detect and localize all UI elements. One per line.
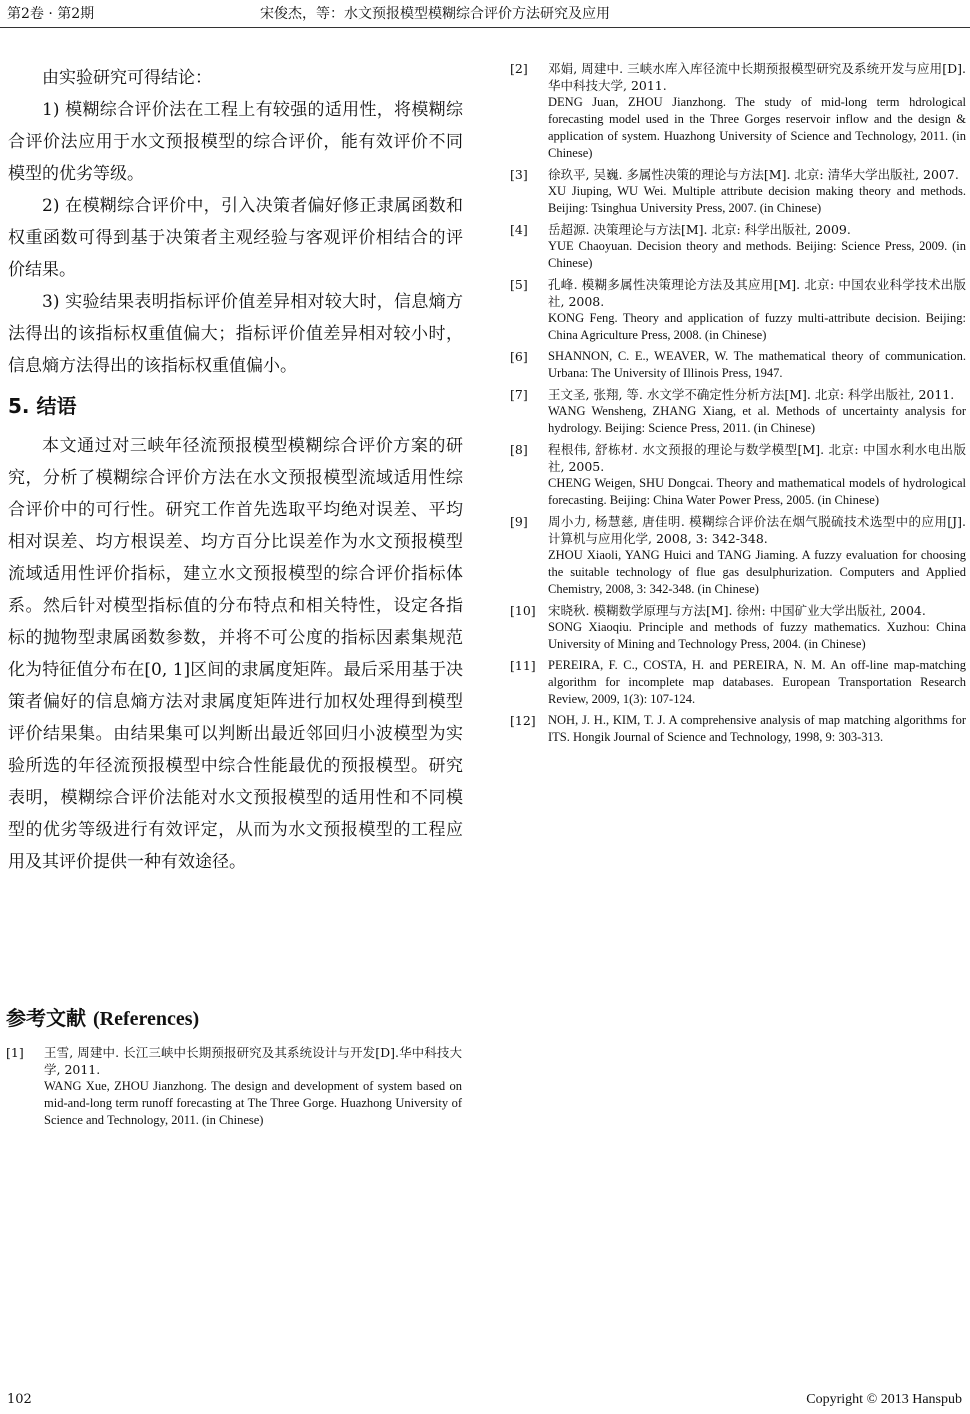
conclusion-1: 1) 模糊综合评价法在工程上有较强的适用性，将模糊综合评价法应用于水文预报模型的综合评价，能有效评价不同模型的优劣等级。: [8, 100, 463, 184]
reference-text-en: ZHOU Xiaoli, YANG Huici and TANG Jiaming. A fuzzy evaluation for choosing the suitable technology of flue gas desulphurization. Computers and Applied Chemistry, 2008, 3: 342-348. (in Chinese): [548, 548, 966, 596]
reference-text-en: KONG Feng. Theory and application of fuzzy multi-attribute decision. Beijing: China Agriculture Press, 2008. (in Chinese): [548, 311, 966, 342]
section-5-heading: 5. 结语: [8, 394, 77, 418]
reference-body: [548, 602, 966, 653]
reference-item: [510, 602, 966, 653]
conclusion-3: 3) 实验结果表明指标评价值差异相对较大时，信息熵方法得出的该指标权重值偏大；指标评价值差异相对较小时，信息熵方法得出的该指标权重值偏小。: [8, 292, 463, 376]
reference-number: [3]: [510, 167, 528, 182]
reference-item: [510, 513, 966, 598]
section-5-body: 本文通过对三峡年径流预报模型模糊综合评价方案的研究，分析了模糊综合评价方法在水文预报模型流域适用性综合评价中的可行性。研究工作首先选取平均绝对误差、平均相对误差、均方根误差、均方百分比误差作为水文预报模型流域适用性评价指标，建立水文预报模型的综合评价指标体系。然后针对模型指标值的分布特点和相关特性，设定各指标的抛物型隶属函数参数，并将不可公度的指标因素集规范化为特征值分布在[0, 1]区间的隶属度矩阵。最后采用基于决策者偏好的信息熵方法对隶属度矩阵进行加权处理得到模型评价结果集。由结果集可以判断出最近邻回归小波模型为实验所选的年径流预报模型中综合性能最优的预报模型。研究表明，模糊综合评价法能对水文预报模型的适用性和不同模型的优劣等级进行有效评定，从而为水文预报模型的工程应用及其评价提供一种有效途径。: [8, 436, 463, 872]
reference-item: [510, 166, 966, 217]
reference-body: [548, 657, 966, 708]
reference-body: [548, 221, 966, 272]
references-right: [510, 60, 966, 750]
reference-text-en: NOH, J. H., KIM, T. J. A comprehensive analysis of map matching algorithms for ITS. Hongik Journal of Science and Technology, 1998, 9: 303-313.: [548, 713, 966, 744]
reference-body: [548, 712, 966, 746]
reference-text-en: XU Jiuping, WU Wei. Multiple attribute decision making theory and methods. Beijing: Tsinghua University Press, 2007. (in Chinese): [548, 184, 966, 215]
reference-number: [4]: [510, 222, 528, 237]
reference-text-cn: 王雪, 周建中. 长江三峡中长期预报研究及其系统设计与开发[D].华中科技大学, 2011.: [44, 1045, 462, 1077]
reference-text-cn: 程根伟, 舒栋材. 水文预报的理论与数学模型[M]. 北京: 中国水利水电出版社, 2005.: [548, 442, 966, 474]
reference-text-en: SONG Xiaoqiu. Principle and methods of fuzzy mathematics. Xuzhou: China University of Mining and Technology Press, 2004. (in Chinese): [548, 620, 966, 651]
journal-issue: 第2卷 · 第2期: [7, 6, 95, 22]
reference-body: [548, 276, 966, 344]
reference-item: [510, 386, 966, 437]
reference-number: [9]: [510, 514, 528, 529]
reference-text-cn: 宋晓秋. 模糊数学原理与方法[M]. 徐州: 中国矿业大学出版社, 2004.: [548, 603, 926, 618]
reference-item: [510, 657, 966, 708]
reference-item: [510, 221, 966, 272]
reference-number: [11]: [510, 658, 536, 673]
reference-number: [10]: [510, 603, 536, 618]
reference-text-cn: 徐玖平, 吴巍. 多属性决策的理论与方法[M]. 北京: 清华大学出版社, 2007.: [548, 167, 959, 182]
reference-text-en: SHANNON, C. E., WEAVER, W. The mathematical theory of communication. Urbana: The University of Illinois Press, 1947.: [548, 349, 966, 380]
reference-text-en: CHENG Weigen, SHU Dongcai. Theory and mathematical models of hydrological forecasting. Beijing: China Water Power Press, 2005. (in Chinese): [548, 476, 966, 507]
reference-text-cn: 周小力, 杨慧慈, 唐佳明. 模糊综合评价法在烟气脱硫技术选型中的应用[J]. 计算机与应用化学, 2008, 3: 342-348.: [548, 514, 966, 546]
reference-text-en: WANG Wensheng, ZHANG Xiang, et al. Methods of uncertainty analysis for hydrology. Beijing: Science Press, 2011. (in Chinese): [548, 404, 966, 435]
reference-item: [6, 1044, 462, 1129]
reference-text-en: YUE Chaoyuan. Decision theory and methods. Beijing: Science Press, 2009. (in Chinese): [548, 239, 966, 270]
reference-body: [548, 348, 966, 382]
reference-number: [8]: [510, 442, 528, 457]
references-heading: [6, 1002, 199, 1031]
reference-text-en: PEREIRA, F. C., COSTA, H. and PEREIRA, N. M. An off-line map-matching algorithm for incomplete map databases. European Transportation Research Review, 2009, 1(3): 107-124.: [548, 658, 966, 706]
reference-number: [12]: [510, 713, 536, 728]
reference-text-cn: 王文圣, 张翔, 等. 水文学不确定性分析方法[M]. 北京: 科学出版社, 2011.: [548, 387, 955, 402]
reference-text-cn: 孔峰. 模糊多属性决策理论方法及其应用[M]. 北京: 中国农业科学技术出版社, 2008.: [548, 277, 966, 309]
copyright-notice: Copyright © 2013 Hanspub: [806, 1392, 962, 1407]
conclusion-2: 2) 在模糊综合评价中，引入决策者偏好修正隶属函数和权重函数可得到基于决策者主观经验与客观评价相结合的评价结果。: [8, 196, 463, 280]
reference-item: [510, 712, 966, 746]
reference-text-cn: 邓娟, 周建中. 三峡水库入库径流中长期预报模型研究及系统开发与应用[D]. 华中科技大学, 2011.: [548, 61, 966, 93]
references-heading-en: (References): [92, 1008, 200, 1030]
reference-item: [510, 276, 966, 344]
reference-text-cn: 岳超源. 决策理论与方法[M]. 北京: 科学出版社, 2009.: [548, 222, 851, 237]
page-header: [0, 0, 970, 28]
reference-item: [510, 348, 966, 382]
page-number: 102: [7, 1392, 32, 1407]
reference-body: [548, 166, 966, 217]
conclusion-intro: 由实验研究可得结论：: [42, 68, 212, 88]
reference-body: [44, 1044, 462, 1129]
reference-body: [548, 441, 966, 509]
running-title: 宋俊杰，等：水文预报模型模糊综合评价方法研究及应用: [260, 6, 610, 22]
reference-text-en: WANG Xue, ZHOU Jianzhong. The design and development of system based on mid-and-long term runoff forecasting at The Three Gorge. Huazhong University of Science and Technology, 2011. (in Chinese): [44, 1079, 462, 1127]
reference-text-en: DENG Juan, ZHOU Jianzhong. The study of mid-long term hdrological forecasting model used in the Three Gorges reservoir inflow and the design & application of system. Huazhong University of Science and Technology, 2011. (in Chinese): [548, 95, 966, 160]
reference-item: [510, 60, 966, 162]
reference-number: [2]: [510, 61, 528, 76]
reference-body: [548, 513, 966, 598]
reference-body: [548, 60, 966, 162]
reference-number: [7]: [510, 387, 528, 402]
reference-body: [548, 386, 966, 437]
left-column: [8, 62, 463, 878]
reference-number: [5]: [510, 277, 528, 292]
reference-item: [510, 441, 966, 509]
reference-number: [1]: [6, 1045, 24, 1060]
references-left: [6, 1044, 462, 1133]
reference-number: [6]: [510, 349, 528, 364]
references-heading-cn: 参考文献: [6, 1006, 86, 1030]
